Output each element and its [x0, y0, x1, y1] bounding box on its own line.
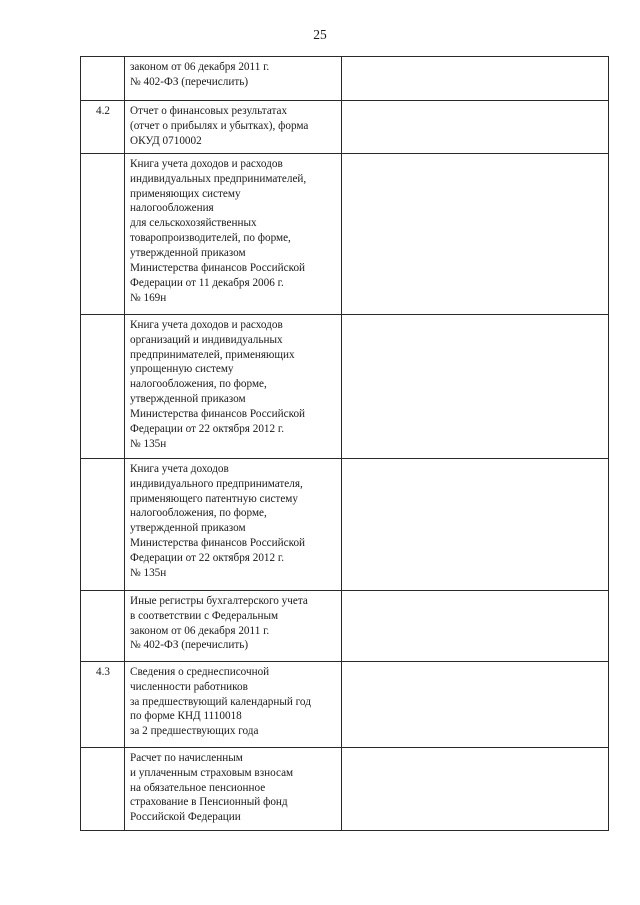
value-cell — [342, 314, 609, 458]
table-row — [81, 661, 609, 747]
table-row — [81, 747, 609, 830]
table-row — [81, 57, 609, 101]
document-name-cell: Сведения о среднесписочной численности работников за предшествующий календарный год по форме КНД 1110018 за 2 предшествующих года — [125, 661, 342, 747]
value-cell — [342, 153, 609, 314]
row-number-cell — [81, 458, 125, 590]
table-row — [81, 101, 609, 154]
table-row — [81, 458, 609, 590]
value-cell — [342, 458, 609, 590]
row-number-cell — [81, 153, 125, 314]
document-name-cell: Книга учета доходов и расходов организаций и индивидуальных предпринимателей, применяющих упрощенную систему налогообложения, по форме, утвержденной приказом Министерства финансов Российской Федерации от 22 октября 2012 г. № 135н — [125, 314, 342, 458]
table-row — [81, 590, 609, 661]
row-number-cell — [81, 314, 125, 458]
row-number-cell: 4.2 — [81, 101, 125, 154]
table-row — [81, 153, 609, 314]
page-number: 25 — [313, 27, 327, 42]
value-cell — [342, 101, 609, 154]
document-name-cell: законом от 06 декабря 2011 г. № 402-ФЗ (перечислить) — [125, 57, 342, 101]
document-name-cell: Расчет по начисленным и уплаченным страховым взносам на обязательное пенсионное страхование в Пенсионный фонд Российской Федерации — [125, 747, 342, 830]
document-name-cell: Книга учета доходов индивидуального предпринимателя, применяющего патентную систему налогообложения, по форме, утвержденной приказом Министерства финансов Российской Федерации от 22 октября 2012 г. № 135н — [125, 458, 342, 590]
row-number-cell — [81, 590, 125, 661]
document-table — [80, 56, 609, 831]
row-number-cell: 4.3 — [81, 661, 125, 747]
table-row — [81, 314, 609, 458]
row-number-cell — [81, 747, 125, 830]
row-number-cell — [81, 57, 125, 101]
value-cell — [342, 747, 609, 830]
document-name-cell: Иные регистры бухгалтерского учета в соответствии с Федеральным законом от 06 декабря 2011 г. № 402-ФЗ (перечислить) — [125, 590, 342, 661]
value-cell — [342, 661, 609, 747]
document-name-cell: Книга учета доходов и расходов индивидуальных предпринимателей, применяющих систему налогообложения для сельскохозяйственных товаропроизводителей, по форме, утвержденной приказом Министерства финансов Российской Федерации от 11 декабря 2006 г. № 169н — [125, 153, 342, 314]
value-cell — [342, 590, 609, 661]
value-cell — [342, 57, 609, 101]
document-name-cell: Отчет о финансовых результатах (отчет о прибылях и убытках), форма ОКУД 0710002 — [125, 101, 342, 154]
